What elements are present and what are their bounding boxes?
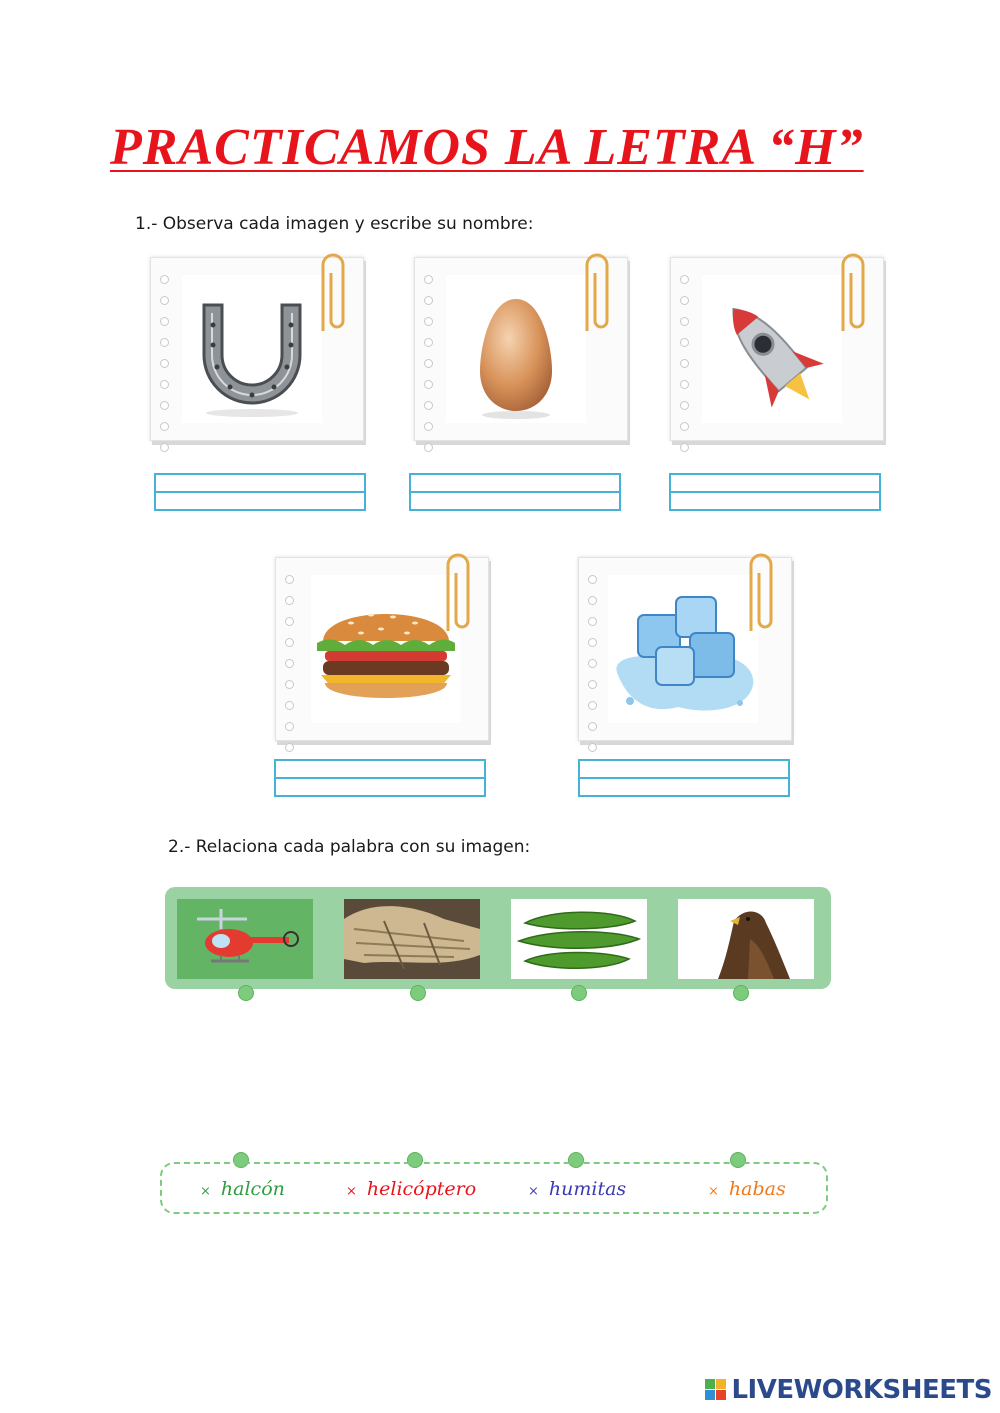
page-title: PRACTICAMOS LA LETRA “H” — [110, 119, 864, 176]
word-helicoptero: × helicóptero — [346, 1178, 477, 1200]
fava-beans-icon — [511, 899, 647, 979]
liveworksheets-brand: LIVEWORKSHEETS — [705, 1375, 992, 1405]
picture-card — [578, 557, 793, 742]
word-halcon: × halcón — [200, 1178, 285, 1200]
ice-cubes-icon — [608, 575, 758, 723]
picture-card — [670, 257, 885, 442]
instruction-2: 2.- Relaciona cada palabra con su imagen: — [168, 837, 531, 857]
answer-field[interactable] — [409, 473, 621, 511]
instruction-1: 1.- Observa cada imagen y escribe su nombre: — [135, 214, 534, 234]
horseshoe-icon — [182, 275, 322, 423]
match-dot[interactable] — [733, 985, 749, 1001]
hawk-icon — [678, 899, 814, 979]
humitas-icon — [344, 899, 480, 979]
match-dot[interactable] — [571, 985, 587, 1001]
word-habas: × habas — [708, 1178, 786, 1200]
answer-field[interactable] — [154, 473, 366, 511]
picture-card — [150, 257, 365, 442]
answer-field[interactable] — [578, 759, 790, 797]
matching-image-strip — [165, 887, 831, 989]
match-dot[interactable] — [410, 985, 426, 1001]
egg-icon — [446, 275, 586, 423]
word-humitas: × humitas — [528, 1178, 627, 1200]
rocket-icon — [702, 275, 842, 423]
helicopter-icon — [177, 899, 313, 979]
liveworksheets-logo-icon — [705, 1379, 727, 1401]
answer-field[interactable] — [274, 759, 486, 797]
answer-field[interactable] — [669, 473, 881, 511]
picture-card — [414, 257, 629, 442]
match-dot[interactable] — [238, 985, 254, 1001]
word-box — [160, 1162, 828, 1214]
picture-card — [275, 557, 490, 742]
hamburger-icon — [311, 575, 461, 723]
